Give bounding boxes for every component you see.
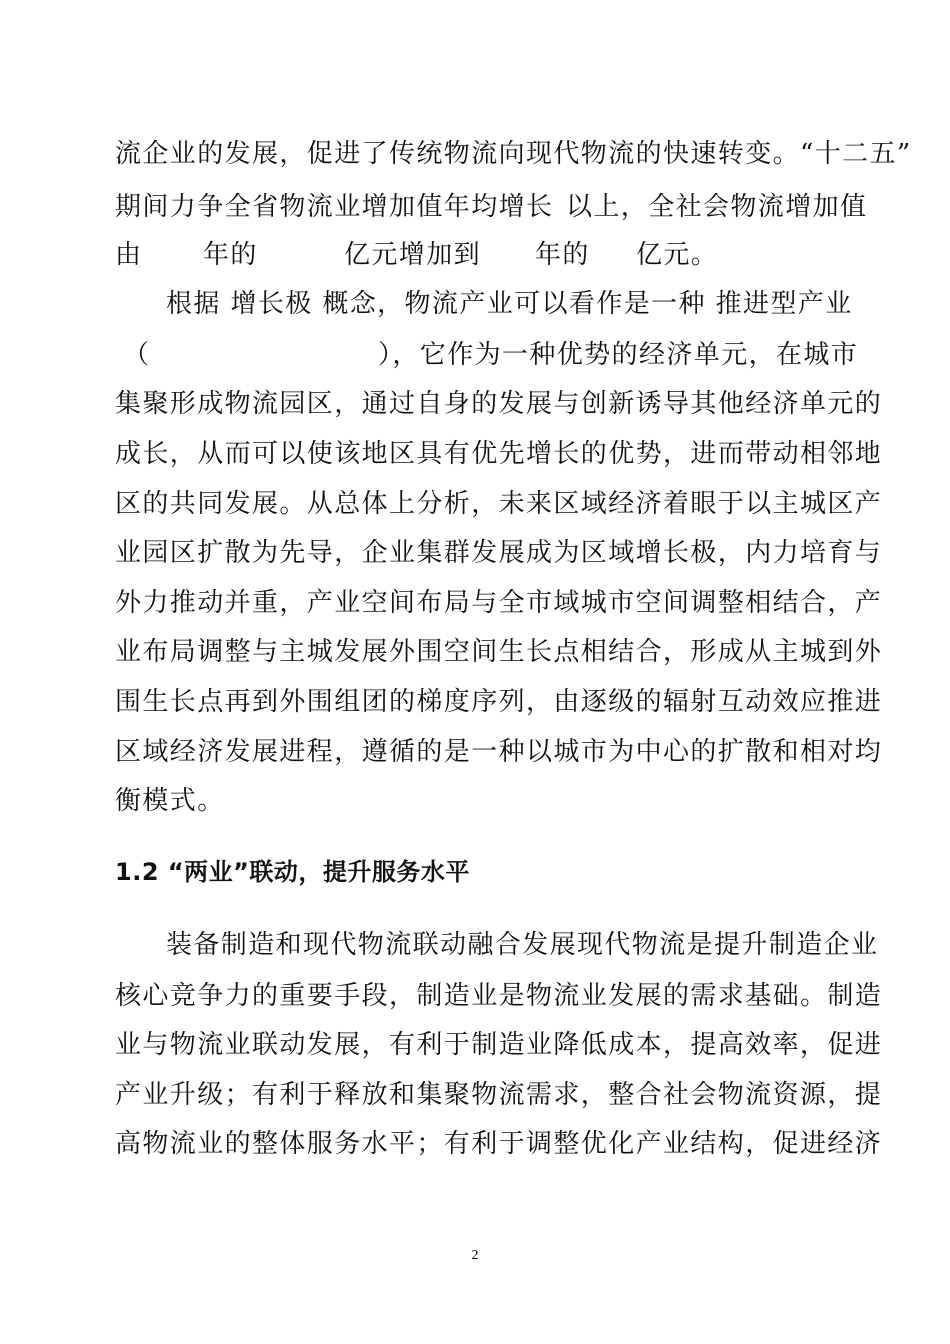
paragraph-2-line: 区的共同发展。从总体上分析，未来区域经济着眼于以主城区产	[115, 489, 883, 519]
text-fragment: ），它作为一种优势的经济单元，在城市	[378, 340, 859, 370]
text-fragment: （	[123, 340, 151, 370]
paragraph-2-line: 围生长点再到外围组团的梯度序列，由逐级的辐射互动效应推进	[115, 687, 883, 717]
text-fragment: 期间力争全省物流业增加值年均增长	[115, 192, 554, 222]
text-fragment: 由	[115, 240, 143, 270]
text-fragment: 年的	[203, 240, 258, 270]
paragraph-3-line: 业与物流业联动发展，有利于制造业降低成本，提高效率，促进	[115, 1030, 883, 1060]
paragraph-2-last-line: 衡模式。	[115, 786, 225, 816]
paragraph-1-line-1: 流企业的发展，促进了传统物流向现代物流的快速转变。“十二五”	[115, 139, 912, 169]
paragraph-1-line-3	[115, 235, 837, 275]
paragraph-3-line: 核心竞争力的重要手段，制造业是物流业发展的需求基础。制造	[115, 981, 883, 1011]
paragraph-2-line: 外力推动并重，产业空间布局与全市域城市空间调整相结合，产	[115, 588, 883, 618]
paragraph-2-line: 集聚形成物流园区，通过自身的发展与创新诱导其他经济单元的	[115, 389, 883, 419]
text-fragment: 年的	[535, 240, 590, 270]
paragraph-2-line-2	[115, 335, 859, 375]
paragraph-2-line-1: 根据 增长极 概念，物流产业可以看作是一种 推进型产业	[166, 289, 853, 319]
paragraph-2-line: 成长，从而可以使该地区具有优先增长的优势，进而带动相邻地	[115, 439, 883, 469]
text-fragment: 以上，全社会物流增加值	[566, 192, 868, 222]
paragraph-1-line-2	[115, 187, 868, 227]
paragraph-2-line: 区域经济发展进程，遵循的是一种以城市为中心的扩散和相对均	[115, 737, 883, 767]
paragraph-2-line: 业园区扩散为先导，企业集群发展成为区域增长极，内力培育与	[115, 538, 883, 568]
paragraph-3-line: 产业升级；有利于释放和集聚物流需求，整合社会物流资源，提	[115, 1080, 883, 1110]
page-number: 2	[471, 1248, 479, 1263]
text-fragment: 亿元。	[636, 240, 719, 270]
section-heading: 1.2 “两业”联动，提升服务水平	[115, 858, 470, 886]
text-fragment: 亿元增加到	[344, 240, 482, 270]
paragraph-2-line: 业布局调整与主城发展外围空间生长点相结合，形成从主城到外	[115, 637, 883, 667]
paragraph-3-line-1: 装备制造和现代物流联动融合发展现代物流是提升制造企业	[166, 930, 879, 960]
paragraph-3-line: 高物流业的整体服务水平；有利于调整优化产业结构，促进经济	[115, 1129, 883, 1159]
